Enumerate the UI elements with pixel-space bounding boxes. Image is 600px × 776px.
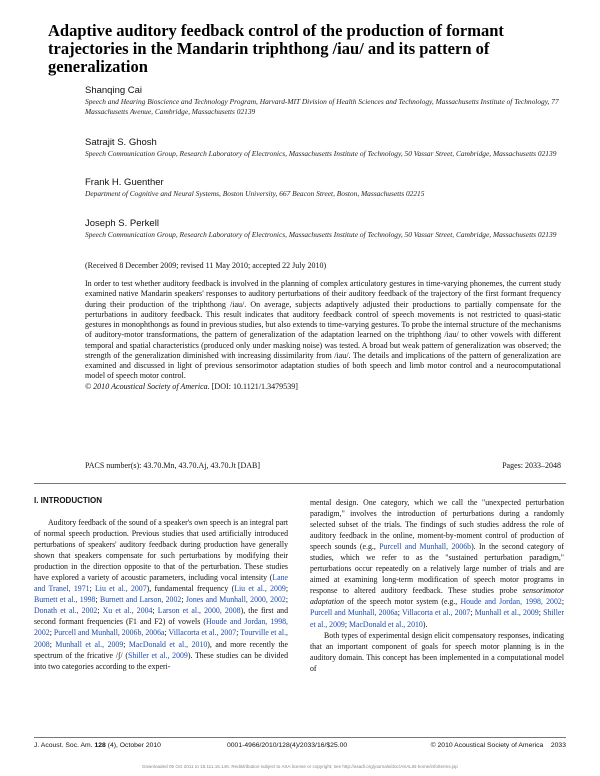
body-text: ;: [152, 606, 158, 616]
citation-link[interactable]: Villacorta et al., 2007: [402, 608, 471, 618]
body-text: ;: [181, 595, 186, 605]
author-name: Frank H. Guenther: [85, 177, 164, 188]
citation-link[interactable]: Burnett and Larson, 2002: [100, 595, 182, 605]
body-text: ;: [49, 628, 54, 638]
citation-link[interactable]: MacDonald et al., 2010: [349, 619, 423, 629]
author-block-2: [85, 137, 560, 159]
body-text: ;: [95, 595, 101, 605]
received-dates: (Received 8 December 2009; revised 11 May 2010; accepted 22 July 2010): [85, 261, 327, 270]
abstract-body: In order to test whether auditory feedback is involved in the planning of complex articulatory gestures in time-varying phonemes, the current study examined native Mandarin speakers' responses to auditory perturbations of their auditory feedback of the trajectory of the first formant frequency during their production of the triphthong /iau/. On average, subjects adaptively adjusted their productions to partially compensate for the perturbations in auditory feedback. This result indicates that auditory feedback control of speech movements is not restricted to quasi-static gestures in monophthongs as found in previous studies, but also extends to time-varying gestures. To probe the internal structure of the mechanisms of auditory-motor transformations, the pattern of generalization of the adaptation learned on the triphthong /iau/ to other vowels with different temporal and spatial characteristics (produced only under masking noise) was tested. A broad but weak pattern of generalization was observed; the strength of the generalization diminished with increasing dissimilarity from /iau/. The details and implications of the pattern of generalization are examined and discussed in light of previous sensorimotor adaptation studies of both speech and limb motor control and a neurocomputational model of speech motor control.: [85, 279, 561, 381]
paper-title: Adaptive auditory feedback control of the production of formant trajectories in the Mandarin triphthong /iau/ and its pattern of generalization: [48, 21, 504, 76]
body-text: ;: [123, 639, 129, 649]
page-range: Pages: 2033–2048: [502, 461, 561, 470]
citation-link[interactable]: Jones and Munhall, 2000, 2002: [185, 595, 286, 605]
body-text: ), fundamental frequency (: [146, 584, 235, 594]
author-name: Joseph S. Perkell: [85, 218, 159, 229]
citation-link[interactable]: Houde and Jordan, 1998, 2002: [34, 617, 288, 638]
body-text: ;: [97, 606, 103, 616]
body-text: ;: [470, 608, 475, 618]
body-text: ), the first and second formant frequencies (F1 and F2) of vowels (: [34, 606, 289, 627]
body-text: ;: [89, 584, 96, 594]
author-affiliation: Department of Cognitive and Neural Systems, Boston University, 667 Beacon Street, Boston, Massachusetts 02215: [85, 189, 425, 198]
citation-link[interactable]: Munhall et al., 2009: [55, 639, 124, 649]
body-text: of the speech motor system (e.g.,: [344, 597, 461, 607]
citation-link[interactable]: MacDonald et al., 2010: [128, 639, 208, 649]
section-heading: I. INTRODUCTION: [34, 496, 102, 505]
author-name: Shanqing Cai: [85, 85, 143, 96]
author-block-1: [85, 85, 560, 118]
paragraph: [34, 517, 288, 672]
body-text: mental design. One category, which we call the "unexpected perturbation paradigm," involves the introduction of perturbations during a randomly selected subset of the trials. The findings of such studies address the role of auditory feedback in the online, moment-by-moment control of production of speech sounds (e.g.,: [310, 498, 564, 552]
body-text: ;: [164, 628, 169, 638]
author-affiliation: Speech Communication Group, Research Laboratory of Electronics, Massachusetts Institute of Technology, 50 Vassar Street, Cambridge, Massachusetts 02139: [85, 149, 557, 158]
body-text: ;: [285, 595, 289, 605]
emphasis-text: sensorimotor adaptation: [310, 586, 564, 607]
footer-volume: 128: [94, 742, 106, 749]
body-text: ;: [49, 639, 56, 649]
citation-link[interactable]: Purcell and Munhall, 2006b: [379, 542, 472, 552]
citation-link[interactable]: Donath et al., 2002: [34, 606, 98, 616]
author-block-3: [85, 177, 560, 199]
footer-citation: [34, 741, 161, 750]
footer-copyright: © 2010 Acoustical Society of America: [430, 742, 544, 749]
body-text: ;: [285, 584, 288, 594]
body-text: Auditory feedback of the sound of a speaker's own speech is an integral part of normal speech production. Previous studies that used artificially introduced perturbations of speakers' auditory feedback during production have generally shown that speakers compensate for such perturbations by modifying their production in the direction opposite to that of the perturbation. These studies have explored a variety of acoustic parameters, including vocal intensity (: [34, 518, 288, 583]
footer-issue-date: (4), October 2010: [107, 742, 161, 749]
author-affiliation: Speech Communication Group, Research Laboratory of Electronics, Massachusetts Institute of Technology, 50 Vassar Street, Cambridge, Massachusetts 02139: [85, 230, 557, 239]
footer-codes: 0001-4966/2010/128(4)/2033/16/$25.00: [227, 742, 348, 749]
body-text: ). These studies can be divided into two categories according to the experi-: [34, 650, 288, 671]
footer-right: [431, 741, 566, 750]
body-text: ;: [344, 619, 349, 629]
body-text: ;: [236, 628, 241, 638]
body-text: ), and more recently the spectrum of the fricative /ʃ/ (: [34, 639, 289, 660]
citation-link[interactable]: Liu et al., 2009: [234, 584, 286, 594]
body-text: ). In the second category of studies, which we refer to as the "sustained perturbation paradigm," perturbations occur repeatedly on a relatively large number of trials and are aimed at examining long-term modification of speech motor programs in response to altered auditory feedback. These studies probe: [310, 542, 565, 596]
citation-link[interactable]: Liu et al., 2007: [95, 584, 147, 594]
citation-link[interactable]: Xu et al., 2004: [102, 606, 153, 616]
body-column-right: [310, 497, 564, 674]
citation-link[interactable]: Tourville et al., 2008: [34, 628, 289, 649]
body-text: ;: [397, 608, 402, 618]
abstract-copyright: © 2010 Acoustical Society of America.: [85, 381, 210, 391]
footer-page-number: 2033: [550, 742, 566, 749]
doi-link[interactable]: [DOI: 10.1121/1.3479539]: [211, 381, 298, 391]
divider: [34, 483, 566, 484]
citation-link[interactable]: Lane and Tranel, 1971: [34, 573, 288, 594]
footer-journal: J. Acoust. Soc. Am.: [34, 742, 93, 749]
citation-link[interactable]: Houde and Jordan, 1998, 2002: [460, 597, 562, 607]
citation-link[interactable]: Burnett et al., 1998: [34, 595, 96, 605]
citation-link[interactable]: Villacorta et al., 2007: [168, 628, 237, 638]
footer-divider: [34, 737, 566, 738]
citation-link[interactable]: Purcell and Munhall, 2006b, 2006a: [53, 628, 165, 638]
body-text: ).: [422, 619, 428, 629]
abstract: [85, 279, 561, 392]
author-name: Satrajit S. Ghosh: [85, 137, 157, 148]
paragraph: Both types of experimental design elicit compensatory responses, indicating that an important component of goals for speech motor planning is in the auditory domain. This concept has been implemented in a computational model of: [310, 630, 564, 673]
body-column-left: [34, 517, 288, 672]
citation-link[interactable]: Munhall et al., 2009: [474, 608, 539, 618]
pacs-numbers: PACS number(s): 43.70.Mn, 43.70.Aj, 43.70.Jt [DAB]: [85, 461, 261, 470]
paragraph: [310, 497, 564, 630]
body-text: ;: [538, 608, 544, 618]
author-affiliation: Speech and Hearing Bioscience and Technology Program, Harvard-MIT Division of Health Sciences and Technology, Massachusetts Institute of Technology, 77 Massachusetts Avenue, Cambridge, Massachusetts 02139: [85, 97, 559, 117]
citation-link[interactable]: Shiller et al., 2009: [310, 608, 565, 629]
citation-link[interactable]: Shiller et al., 2009: [127, 650, 188, 660]
citation-link[interactable]: Purcell and Munhall, 2006a: [310, 608, 398, 618]
body-text: ;: [561, 597, 565, 607]
author-block-4: [85, 218, 560, 240]
download-notice: Downloaded 05 Oct 2011 to 18.111.16.146. Redistribution subject to ASA license or copyright; see http://asadl.org/journals/doc/ASALIB-home/info/terms.jsp: [142, 764, 458, 769]
citation-link[interactable]: Larson et al., 2000, 2008: [157, 606, 241, 616]
